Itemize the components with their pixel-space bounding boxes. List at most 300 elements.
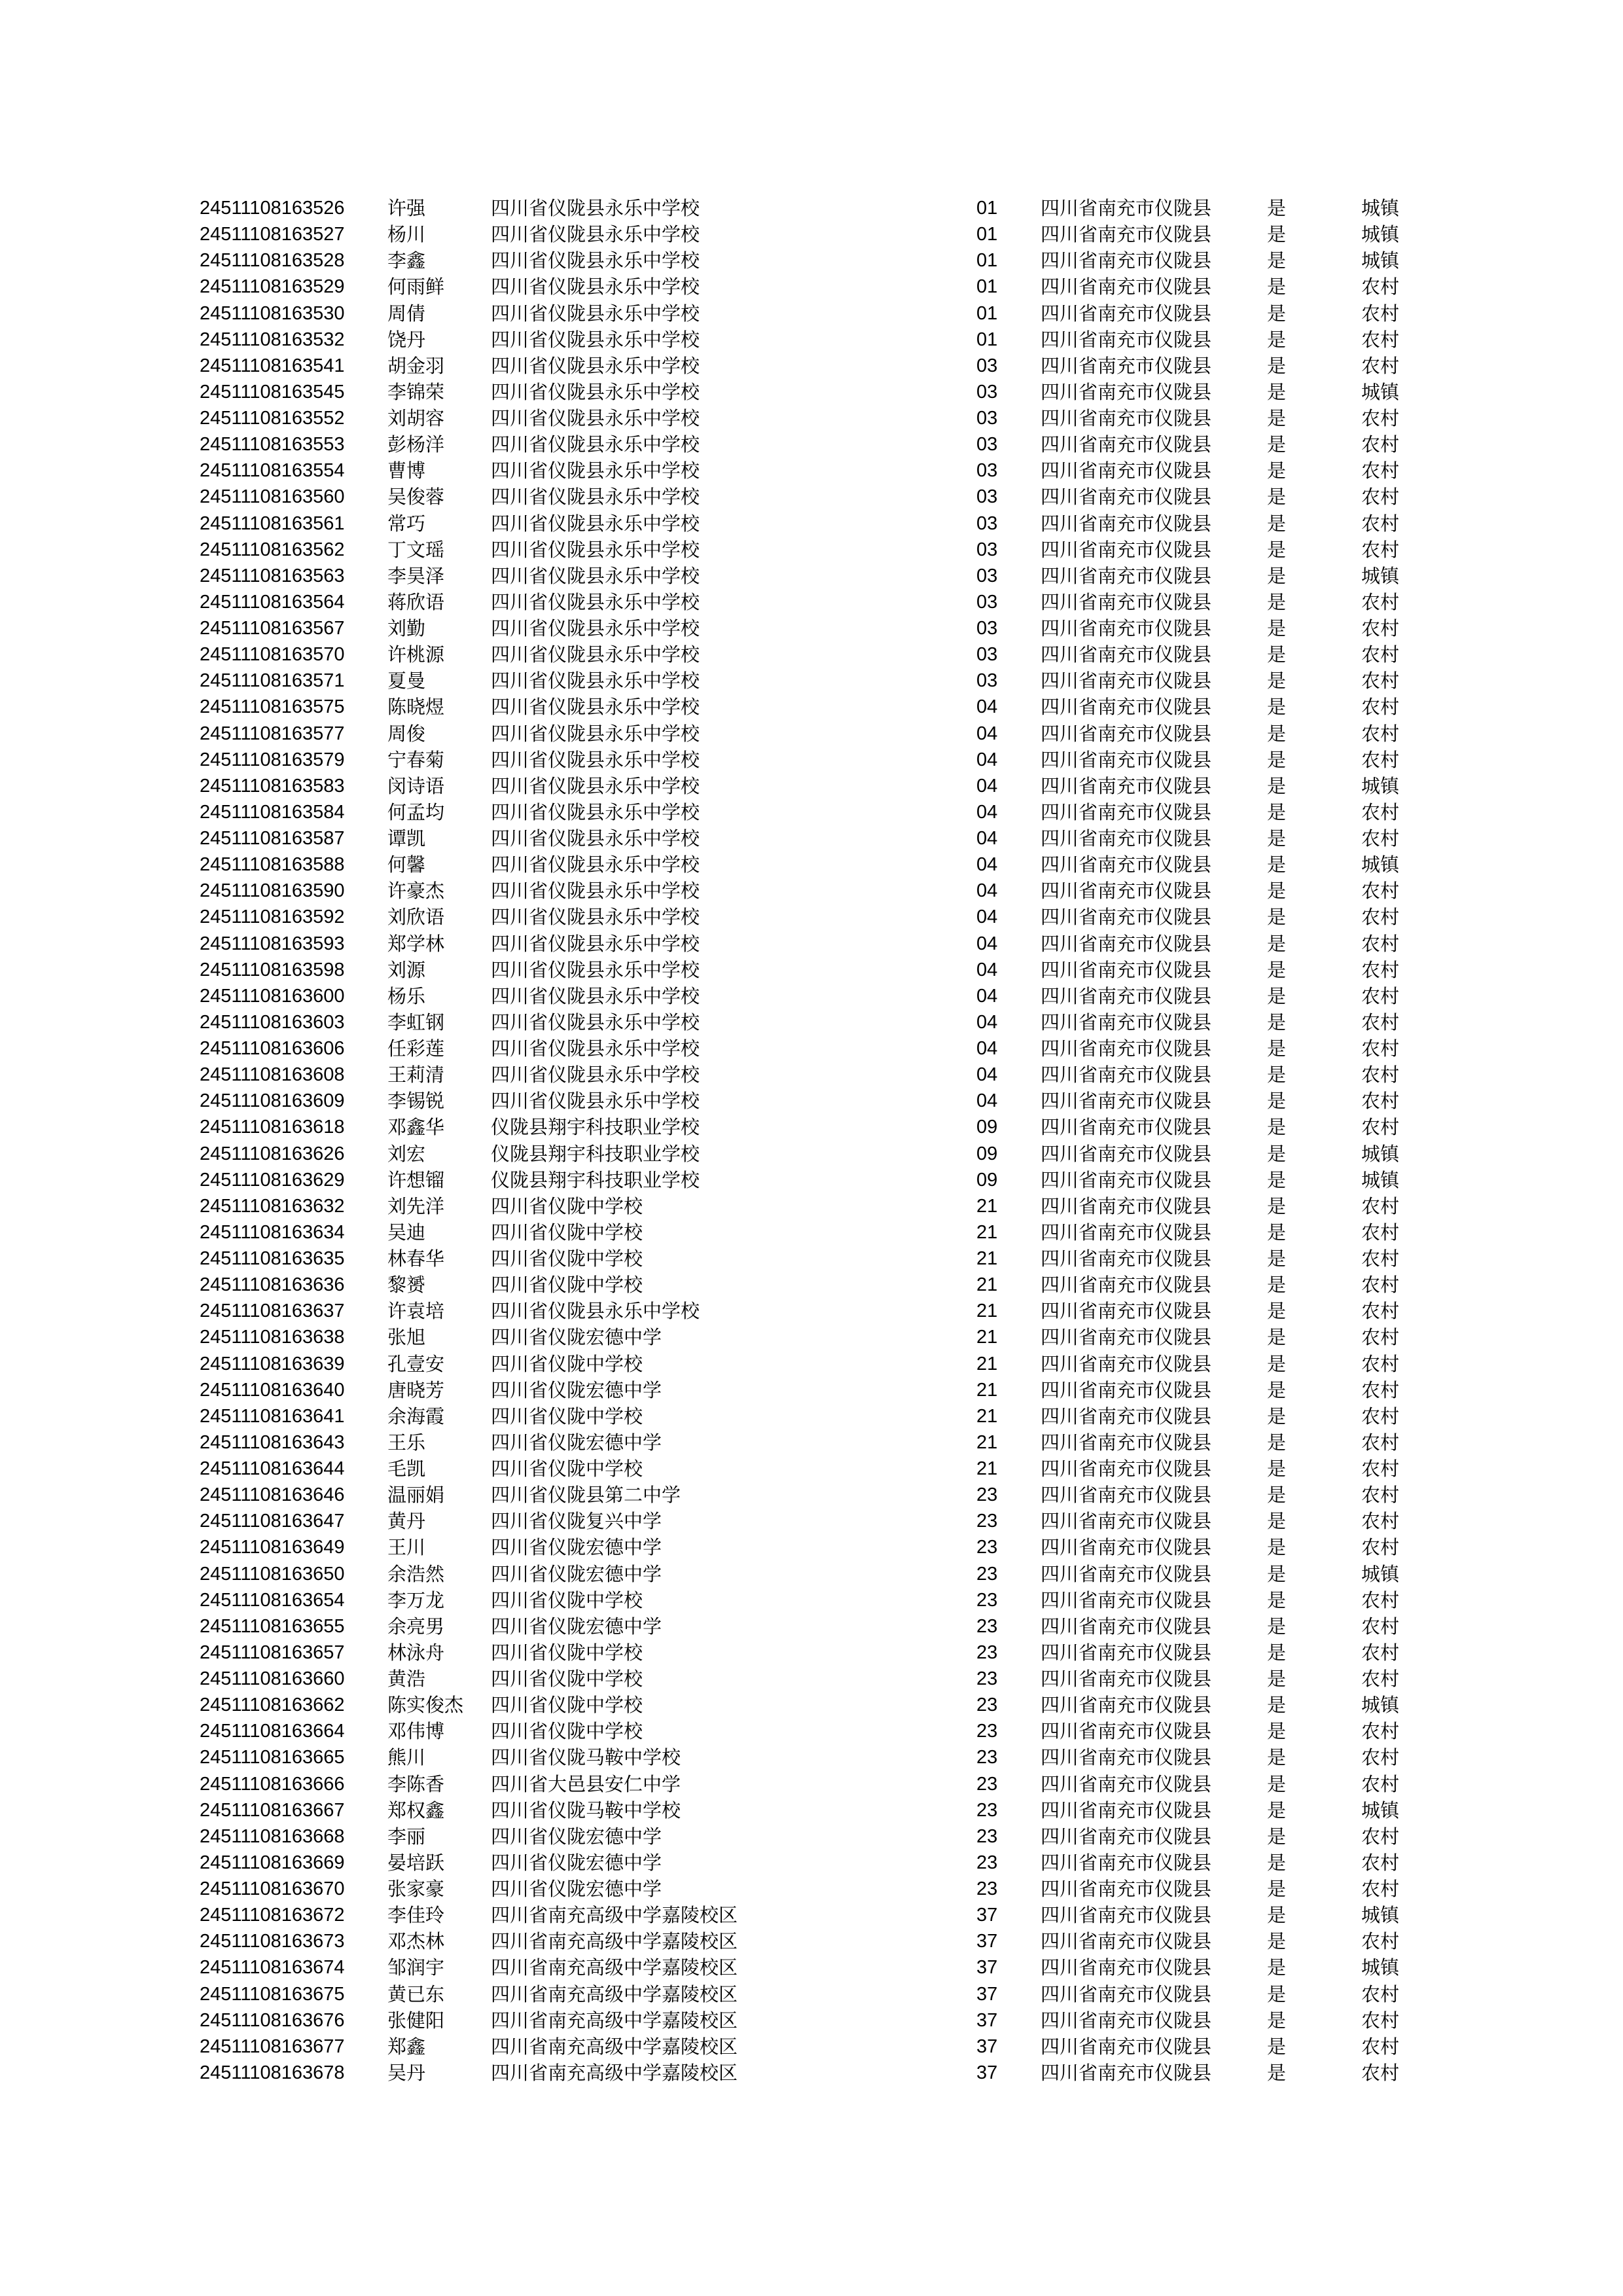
area-type-cell: 农村 bbox=[1361, 1668, 1400, 1690]
code-cell: 23 bbox=[976, 1695, 998, 1716]
code-cell: 21 bbox=[976, 1327, 998, 1348]
area-type-cell: 农村 bbox=[1361, 2035, 1400, 2058]
school-cell: 四川省仪陇县永乐中学校 bbox=[491, 302, 700, 325]
region-cell: 四川省南充市仪陇县 bbox=[1041, 407, 1212, 429]
school-cell: 四川省仪陇县永乐中学校 bbox=[491, 1300, 700, 1323]
flag-cell: 是 bbox=[1267, 1221, 1287, 1244]
region-cell: 四川省南充市仪陇县 bbox=[1041, 564, 1212, 587]
student-id-cell: 24511108163635 bbox=[200, 1248, 345, 1269]
region-cell: 四川省南充市仪陇县 bbox=[1041, 276, 1212, 298]
table-row bbox=[196, 1954, 1440, 1981]
flag-cell: 是 bbox=[1267, 1799, 1287, 1821]
code-cell: 01 bbox=[976, 302, 998, 324]
student-id-cell: 24511108163567 bbox=[200, 618, 345, 639]
region-cell: 四川省南充市仪陇县 bbox=[1041, 1588, 1212, 1611]
table-row bbox=[196, 1902, 1440, 1928]
flag-cell: 是 bbox=[1267, 932, 1287, 955]
flag-cell: 是 bbox=[1267, 2035, 1287, 2058]
table-row bbox=[196, 615, 1440, 641]
area-type-cell: 城镇 bbox=[1361, 1168, 1400, 1191]
school-cell: 四川省仪陇县永乐中学校 bbox=[491, 696, 700, 719]
region-cell: 四川省南充市仪陇县 bbox=[1041, 1326, 1212, 1349]
school-cell: 四川省仪陇县第二中学 bbox=[491, 1484, 681, 1507]
area-type-cell: 农村 bbox=[1361, 1982, 1400, 2005]
student-id-cell: 24511108163560 bbox=[200, 486, 345, 508]
school-cell: 四川省仪陇县永乐中学校 bbox=[491, 853, 700, 876]
flag-cell: 是 bbox=[1267, 1641, 1287, 1664]
student-id-cell: 24511108163660 bbox=[200, 1668, 345, 1689]
area-type-cell: 农村 bbox=[1361, 1064, 1400, 1086]
student-name-cell: 晏培跃 bbox=[387, 1851, 445, 1874]
student-name-cell: 余浩然 bbox=[387, 1562, 445, 1585]
region-cell: 四川省南充市仪陇县 bbox=[1041, 1300, 1212, 1323]
region-cell: 四川省南充市仪陇县 bbox=[1041, 223, 1212, 246]
region-cell: 四川省南充市仪陇县 bbox=[1041, 1668, 1212, 1690]
school-cell: 四川省仪陇县永乐中学校 bbox=[491, 827, 700, 850]
flag-cell: 是 bbox=[1267, 564, 1287, 587]
student-id-cell: 24511108163541 bbox=[200, 355, 345, 376]
student-id-cell: 24511108163638 bbox=[200, 1327, 345, 1348]
school-cell: 四川省仪陇中学校 bbox=[491, 1405, 643, 1427]
school-cell: 四川省大邑县安仁中学 bbox=[491, 1772, 681, 1795]
student-name-cell: 杨乐 bbox=[387, 984, 426, 1007]
code-cell: 03 bbox=[976, 408, 998, 429]
code-cell: 23 bbox=[976, 1563, 998, 1585]
code-cell: 01 bbox=[976, 198, 998, 219]
area-type-cell: 农村 bbox=[1361, 538, 1400, 561]
region-cell: 四川省南充市仪陇县 bbox=[1041, 1694, 1212, 1717]
region-cell: 四川省南充市仪陇县 bbox=[1041, 1221, 1212, 1244]
table-row bbox=[196, 379, 1440, 405]
code-cell: 01 bbox=[976, 329, 998, 350]
student-id-cell: 24511108163668 bbox=[200, 1825, 345, 1847]
table-row bbox=[196, 1587, 1440, 1613]
school-cell: 四川省仪陇县永乐中学校 bbox=[491, 800, 700, 823]
code-cell: 21 bbox=[976, 1353, 998, 1374]
school-cell: 四川省仪陇县永乐中学校 bbox=[491, 590, 700, 613]
flag-cell: 是 bbox=[1267, 1982, 1287, 2005]
region-cell: 四川省南充市仪陇县 bbox=[1041, 354, 1212, 377]
flag-cell: 是 bbox=[1267, 722, 1287, 745]
region-cell: 四川省南充市仪陇县 bbox=[1041, 617, 1212, 639]
table-row bbox=[196, 799, 1440, 825]
region-cell: 四川省南充市仪陇县 bbox=[1041, 1458, 1212, 1480]
code-cell: 21 bbox=[976, 1300, 998, 1322]
code-cell: 03 bbox=[976, 591, 998, 613]
school-cell: 四川省仪陇宏德中学 bbox=[491, 1536, 662, 1559]
code-cell: 23 bbox=[976, 1511, 998, 1532]
region-cell: 四川省南充市仪陇县 bbox=[1041, 1930, 1212, 1953]
region-cell: 四川省南充市仪陇县 bbox=[1041, 1615, 1212, 1638]
region-cell: 四川省南充市仪陇县 bbox=[1041, 380, 1212, 403]
school-cell: 四川省仪陇中学校 bbox=[491, 1247, 643, 1270]
code-cell: 09 bbox=[976, 1143, 998, 1164]
student-id-cell: 24511108163583 bbox=[200, 775, 345, 797]
code-cell: 03 bbox=[976, 618, 998, 639]
region-cell: 四川省南充市仪陇县 bbox=[1041, 1641, 1212, 1664]
student-name-cell: 唐晓芳 bbox=[387, 1378, 445, 1401]
student-id-cell: 24511108163655 bbox=[200, 1615, 345, 1637]
school-cell: 四川省仪陇中学校 bbox=[491, 1720, 643, 1743]
region-cell: 四川省南充市仪陇县 bbox=[1041, 433, 1212, 456]
student-name-cell: 刘源 bbox=[387, 958, 426, 981]
table-row bbox=[196, 1640, 1440, 1666]
region-cell: 四川省南充市仪陇县 bbox=[1041, 1274, 1212, 1297]
area-type-cell: 农村 bbox=[1361, 459, 1400, 482]
table-row bbox=[196, 1744, 1440, 1770]
code-cell: 37 bbox=[976, 2009, 998, 2031]
area-type-cell: 农村 bbox=[1361, 354, 1400, 377]
student-name-cell: 何雨鲜 bbox=[387, 276, 445, 298]
region-cell: 四川省南充市仪陇县 bbox=[1041, 590, 1212, 613]
table-row bbox=[196, 1613, 1440, 1640]
student-id-cell: 24511108163640 bbox=[200, 1379, 345, 1401]
school-cell: 四川省仪陇县永乐中学校 bbox=[491, 984, 700, 1007]
student-name-cell: 吴迪 bbox=[387, 1221, 426, 1244]
code-cell: 03 bbox=[976, 434, 998, 456]
region-cell: 四川省南充市仪陇县 bbox=[1041, 1352, 1212, 1375]
student-id-cell: 24511108163649 bbox=[200, 1537, 345, 1558]
area-type-cell: 城镇 bbox=[1361, 774, 1400, 797]
code-cell: 21 bbox=[976, 1458, 998, 1479]
student-id-cell: 24511108163666 bbox=[200, 1773, 345, 1795]
code-cell: 03 bbox=[976, 670, 998, 692]
student-name-cell: 彭杨洋 bbox=[387, 433, 445, 456]
area-type-cell: 城镇 bbox=[1361, 249, 1400, 272]
flag-cell: 是 bbox=[1267, 2009, 1287, 2032]
area-type-cell: 城镇 bbox=[1361, 1956, 1400, 1979]
code-cell: 04 bbox=[976, 906, 998, 928]
school-cell: 四川省仪陇县永乐中学校 bbox=[491, 433, 700, 456]
student-id-cell: 24511108163670 bbox=[200, 1878, 345, 1899]
area-type-cell: 农村 bbox=[1361, 1274, 1400, 1297]
area-type-cell: 农村 bbox=[1361, 1615, 1400, 1638]
code-cell: 21 bbox=[976, 1405, 998, 1427]
code-cell: 09 bbox=[976, 1117, 998, 1138]
student-name-cell: 邓伟博 bbox=[387, 1720, 445, 1743]
code-cell: 04 bbox=[976, 1064, 998, 1086]
region-cell: 四川省南充市仪陇县 bbox=[1041, 722, 1212, 745]
flag-cell: 是 bbox=[1267, 853, 1287, 876]
region-cell: 四川省南充市仪陇县 bbox=[1041, 800, 1212, 823]
area-type-cell: 农村 bbox=[1361, 984, 1400, 1007]
school-cell: 四川省南充高级中学嘉陵校区 bbox=[491, 1956, 738, 1979]
area-type-cell: 农村 bbox=[1361, 1536, 1400, 1559]
table-row bbox=[196, 1692, 1440, 1718]
area-type-cell: 农村 bbox=[1361, 486, 1400, 509]
flag-cell: 是 bbox=[1267, 249, 1287, 272]
region-cell: 四川省南充市仪陇县 bbox=[1041, 1247, 1212, 1270]
area-type-cell: 农村 bbox=[1361, 276, 1400, 298]
school-cell: 四川省仪陇县永乐中学校 bbox=[491, 407, 700, 429]
flag-cell: 是 bbox=[1267, 354, 1287, 377]
area-type-cell: 农村 bbox=[1361, 1878, 1400, 1900]
table-row bbox=[196, 1062, 1440, 1088]
student-name-cell: 黄已东 bbox=[387, 1982, 445, 2005]
table-row bbox=[196, 1114, 1440, 1140]
area-type-cell: 农村 bbox=[1361, 1116, 1400, 1139]
student-id-cell: 24511108163629 bbox=[200, 1169, 345, 1191]
region-cell: 四川省南充市仪陇县 bbox=[1041, 1116, 1212, 1139]
student-id-cell: 24511108163561 bbox=[200, 512, 345, 534]
flag-cell: 是 bbox=[1267, 1720, 1287, 1743]
table-row bbox=[196, 353, 1440, 379]
school-cell: 四川省仪陇马鞍中学校 bbox=[491, 1746, 681, 1769]
student-table bbox=[196, 195, 1440, 2086]
code-cell: 03 bbox=[976, 644, 998, 666]
school-cell: 四川省南充高级中学嘉陵校区 bbox=[491, 1904, 738, 1927]
code-cell: 23 bbox=[976, 1615, 998, 1637]
region-cell: 四川省南充市仪陇县 bbox=[1041, 302, 1212, 325]
table-row bbox=[196, 1219, 1440, 1246]
table-row bbox=[196, 327, 1440, 353]
area-type-cell: 农村 bbox=[1361, 1300, 1400, 1323]
region-cell: 四川省南充市仪陇县 bbox=[1041, 1562, 1212, 1585]
school-cell: 四川省仪陇中学校 bbox=[491, 1221, 643, 1244]
code-cell: 03 bbox=[976, 460, 998, 482]
flag-cell: 是 bbox=[1267, 906, 1287, 929]
school-cell: 四川省仪陇宏德中学 bbox=[491, 1562, 662, 1585]
school-cell: 四川省南充高级中学嘉陵校区 bbox=[491, 2061, 738, 2084]
region-cell: 四川省南充市仪陇县 bbox=[1041, 1431, 1212, 1454]
table-row bbox=[196, 1718, 1440, 1744]
table-row bbox=[196, 1272, 1440, 1298]
flag-cell: 是 bbox=[1267, 1431, 1287, 1454]
code-cell: 21 bbox=[976, 1274, 998, 1296]
flag-cell: 是 bbox=[1267, 617, 1287, 639]
table-row bbox=[196, 1850, 1440, 1876]
school-cell: 四川省仪陇县永乐中学校 bbox=[491, 748, 700, 771]
student-name-cell: 余海霞 bbox=[387, 1405, 445, 1427]
student-id-cell: 24511108163626 bbox=[200, 1143, 345, 1164]
student-name-cell: 邹润宇 bbox=[387, 1956, 445, 1979]
flag-cell: 是 bbox=[1267, 774, 1287, 797]
code-cell: 03 bbox=[976, 381, 998, 403]
table-row bbox=[196, 221, 1440, 247]
area-type-cell: 农村 bbox=[1361, 1011, 1400, 1033]
flag-cell: 是 bbox=[1267, 512, 1287, 535]
table-row bbox=[196, 1429, 1440, 1456]
area-type-cell: 农村 bbox=[1361, 2009, 1400, 2032]
student-name-cell: 温丽娟 bbox=[387, 1484, 445, 1507]
school-cell: 四川省仪陇中学校 bbox=[491, 1668, 643, 1690]
area-type-cell: 农村 bbox=[1361, 800, 1400, 823]
code-cell: 37 bbox=[976, 2036, 998, 2057]
school-cell: 仪陇县翔宇科技职业学校 bbox=[491, 1168, 700, 1191]
region-cell: 四川省南充市仪陇县 bbox=[1041, 2035, 1212, 2058]
student-id-cell: 24511108163608 bbox=[200, 1064, 345, 1086]
area-type-cell: 农村 bbox=[1361, 1247, 1400, 1270]
school-cell: 四川省仪陇县永乐中学校 bbox=[491, 512, 700, 535]
student-id-cell: 24511108163657 bbox=[200, 1641, 345, 1663]
code-cell: 03 bbox=[976, 565, 998, 586]
student-name-cell: 任彩莲 bbox=[387, 1037, 445, 1060]
flag-cell: 是 bbox=[1267, 1588, 1287, 1611]
school-cell: 四川省仪陇宏德中学 bbox=[491, 1326, 662, 1349]
student-id-cell: 24511108163636 bbox=[200, 1274, 345, 1296]
area-type-cell: 城镇 bbox=[1361, 1904, 1400, 1927]
school-cell: 四川省仪陇宏德中学 bbox=[491, 1431, 662, 1454]
region-cell: 四川省南充市仪陇县 bbox=[1041, 932, 1212, 955]
code-cell: 23 bbox=[976, 1878, 998, 1899]
area-type-cell: 农村 bbox=[1361, 670, 1400, 692]
area-type-cell: 农村 bbox=[1361, 880, 1400, 903]
flag-cell: 是 bbox=[1267, 1615, 1287, 1638]
flag-cell: 是 bbox=[1267, 1562, 1287, 1585]
code-cell: 04 bbox=[976, 1090, 998, 1112]
flag-cell: 是 bbox=[1267, 1142, 1287, 1165]
student-name-cell: 林泳舟 bbox=[387, 1641, 445, 1664]
flag-cell: 是 bbox=[1267, 800, 1287, 823]
region-cell: 四川省南充市仪陇县 bbox=[1041, 643, 1212, 666]
table-row bbox=[196, 747, 1440, 773]
code-cell: 23 bbox=[976, 1721, 998, 1742]
student-id-cell: 24511108163584 bbox=[200, 801, 345, 823]
region-cell: 四川省南充市仪陇县 bbox=[1041, 696, 1212, 719]
code-cell: 37 bbox=[976, 1905, 998, 1926]
area-type-cell: 农村 bbox=[1361, 1825, 1400, 1848]
flag-cell: 是 bbox=[1267, 1484, 1287, 1507]
school-cell: 四川省仪陇宏德中学 bbox=[491, 1378, 662, 1401]
student-name-cell: 邓杰林 bbox=[387, 1930, 445, 1953]
school-cell: 四川省仪陇宏德中学 bbox=[491, 1878, 662, 1900]
code-cell: 21 bbox=[976, 1221, 998, 1243]
area-type-cell: 农村 bbox=[1361, 1326, 1400, 1349]
school-cell: 四川省仪陇县永乐中学校 bbox=[491, 249, 700, 272]
table-row bbox=[196, 1009, 1440, 1035]
student-id-cell: 24511108163639 bbox=[200, 1353, 345, 1374]
flag-cell: 是 bbox=[1267, 590, 1287, 613]
area-type-cell: 农村 bbox=[1361, 1772, 1400, 1795]
school-cell: 四川省仪陇县永乐中学校 bbox=[491, 380, 700, 403]
student-name-cell: 郑鑫 bbox=[387, 2035, 426, 2058]
student-name-cell: 孔壹安 bbox=[387, 1352, 445, 1375]
student-id-cell: 24511108163644 bbox=[200, 1458, 345, 1479]
school-cell: 仪陇县翔宇科技职业学校 bbox=[491, 1142, 700, 1165]
region-cell: 四川省南充市仪陇县 bbox=[1041, 1090, 1212, 1113]
area-type-cell: 城镇 bbox=[1361, 223, 1400, 246]
flag-cell: 是 bbox=[1267, 827, 1287, 850]
flag-cell: 是 bbox=[1267, 1904, 1287, 1927]
student-name-cell: 李佳玲 bbox=[387, 1904, 445, 1927]
student-name-cell: 许想镏 bbox=[387, 1168, 445, 1191]
region-cell: 四川省南充市仪陇县 bbox=[1041, 1037, 1212, 1060]
school-cell: 四川省仪陇中学校 bbox=[491, 1694, 643, 1717]
area-type-cell: 农村 bbox=[1361, 1588, 1400, 1611]
area-type-cell: 农村 bbox=[1361, 748, 1400, 771]
table-row bbox=[196, 1377, 1440, 1403]
flag-cell: 是 bbox=[1267, 1274, 1287, 1297]
area-type-cell: 农村 bbox=[1361, 1352, 1400, 1375]
table-row bbox=[196, 1456, 1440, 1482]
student-id-cell: 24511108163634 bbox=[200, 1221, 345, 1243]
student-id-cell: 24511108163592 bbox=[200, 906, 345, 928]
student-name-cell: 周俊 bbox=[387, 722, 426, 745]
flag-cell: 是 bbox=[1267, 1037, 1287, 1060]
region-cell: 四川省南充市仪陇县 bbox=[1041, 1142, 1212, 1165]
flag-cell: 是 bbox=[1267, 1378, 1287, 1401]
flag-cell: 是 bbox=[1267, 328, 1287, 351]
flag-cell: 是 bbox=[1267, 1326, 1287, 1349]
area-type-cell: 农村 bbox=[1361, 1405, 1400, 1427]
code-cell: 03 bbox=[976, 512, 998, 534]
flag-cell: 是 bbox=[1267, 1064, 1287, 1086]
area-type-cell: 农村 bbox=[1361, 932, 1400, 955]
region-cell: 四川省南充市仪陇县 bbox=[1041, 1746, 1212, 1769]
code-cell: 23 bbox=[976, 1589, 998, 1611]
table-row bbox=[196, 1482, 1440, 1508]
region-cell: 四川省南充市仪陇县 bbox=[1041, 880, 1212, 903]
region-cell: 四川省南充市仪陇县 bbox=[1041, 1825, 1212, 1848]
student-id-cell: 24511108163571 bbox=[200, 670, 345, 692]
table-row bbox=[196, 300, 1440, 327]
school-cell: 四川省仪陇县永乐中学校 bbox=[491, 722, 700, 745]
school-cell: 四川省仪陇县永乐中学校 bbox=[491, 564, 700, 587]
flag-cell: 是 bbox=[1267, 1510, 1287, 1533]
table-row bbox=[196, 1508, 1440, 1534]
flag-cell: 是 bbox=[1267, 1694, 1287, 1717]
area-type-cell: 城镇 bbox=[1361, 564, 1400, 587]
student-name-cell: 王川 bbox=[387, 1536, 426, 1559]
table-row bbox=[196, 589, 1440, 615]
table-row bbox=[196, 931, 1440, 957]
flag-cell: 是 bbox=[1267, 1300, 1287, 1323]
table-row bbox=[196, 1035, 1440, 1062]
code-cell: 37 bbox=[976, 1983, 998, 2005]
student-name-cell: 黄丹 bbox=[387, 1510, 426, 1533]
flag-cell: 是 bbox=[1267, 433, 1287, 456]
table-row bbox=[196, 1298, 1440, 1324]
region-cell: 四川省南充市仪陇县 bbox=[1041, 486, 1212, 509]
flag-cell: 是 bbox=[1267, 1352, 1287, 1375]
region-cell: 四川省南充市仪陇县 bbox=[1041, 1484, 1212, 1507]
student-name-cell: 熊川 bbox=[387, 1746, 426, 1769]
school-cell: 四川省仪陇县永乐中学校 bbox=[491, 354, 700, 377]
student-id-cell: 24511108163664 bbox=[200, 1721, 345, 1742]
flag-cell: 是 bbox=[1267, 2061, 1287, 2084]
student-name-cell: 闵诗语 bbox=[387, 774, 445, 797]
code-cell: 01 bbox=[976, 224, 998, 245]
table-row bbox=[196, 537, 1440, 563]
table-row bbox=[196, 1928, 1440, 1954]
student-id-cell: 24511108163532 bbox=[200, 329, 345, 350]
code-cell: 23 bbox=[976, 1773, 998, 1795]
area-type-cell: 农村 bbox=[1361, 696, 1400, 719]
code-cell: 23 bbox=[976, 1484, 998, 1506]
table-row bbox=[196, 457, 1440, 484]
flag-cell: 是 bbox=[1267, 1090, 1287, 1113]
student-name-cell: 王乐 bbox=[387, 1431, 426, 1454]
area-type-cell: 农村 bbox=[1361, 827, 1400, 850]
student-id-cell: 24511108163667 bbox=[200, 1799, 345, 1821]
student-name-cell: 夏曼 bbox=[387, 670, 426, 692]
flag-cell: 是 bbox=[1267, 643, 1287, 666]
student-id-cell: 24511108163564 bbox=[200, 591, 345, 613]
student-name-cell: 黄浩 bbox=[387, 1668, 426, 1690]
student-name-cell: 曹博 bbox=[387, 459, 426, 482]
student-id-cell: 24511108163632 bbox=[200, 1195, 345, 1217]
area-type-cell: 农村 bbox=[1361, 512, 1400, 535]
student-name-cell: 许桃源 bbox=[387, 643, 445, 666]
region-cell: 四川省南充市仪陇县 bbox=[1041, 1878, 1212, 1900]
region-cell: 四川省南充市仪陇县 bbox=[1041, 774, 1212, 797]
student-id-cell: 24511108163553 bbox=[200, 434, 345, 456]
table-row bbox=[196, 1666, 1440, 1692]
code-cell: 21 bbox=[976, 1195, 998, 1217]
region-cell: 四川省南充市仪陇县 bbox=[1041, 1510, 1212, 1533]
area-type-cell: 农村 bbox=[1361, 1431, 1400, 1454]
code-cell: 23 bbox=[976, 1825, 998, 1847]
